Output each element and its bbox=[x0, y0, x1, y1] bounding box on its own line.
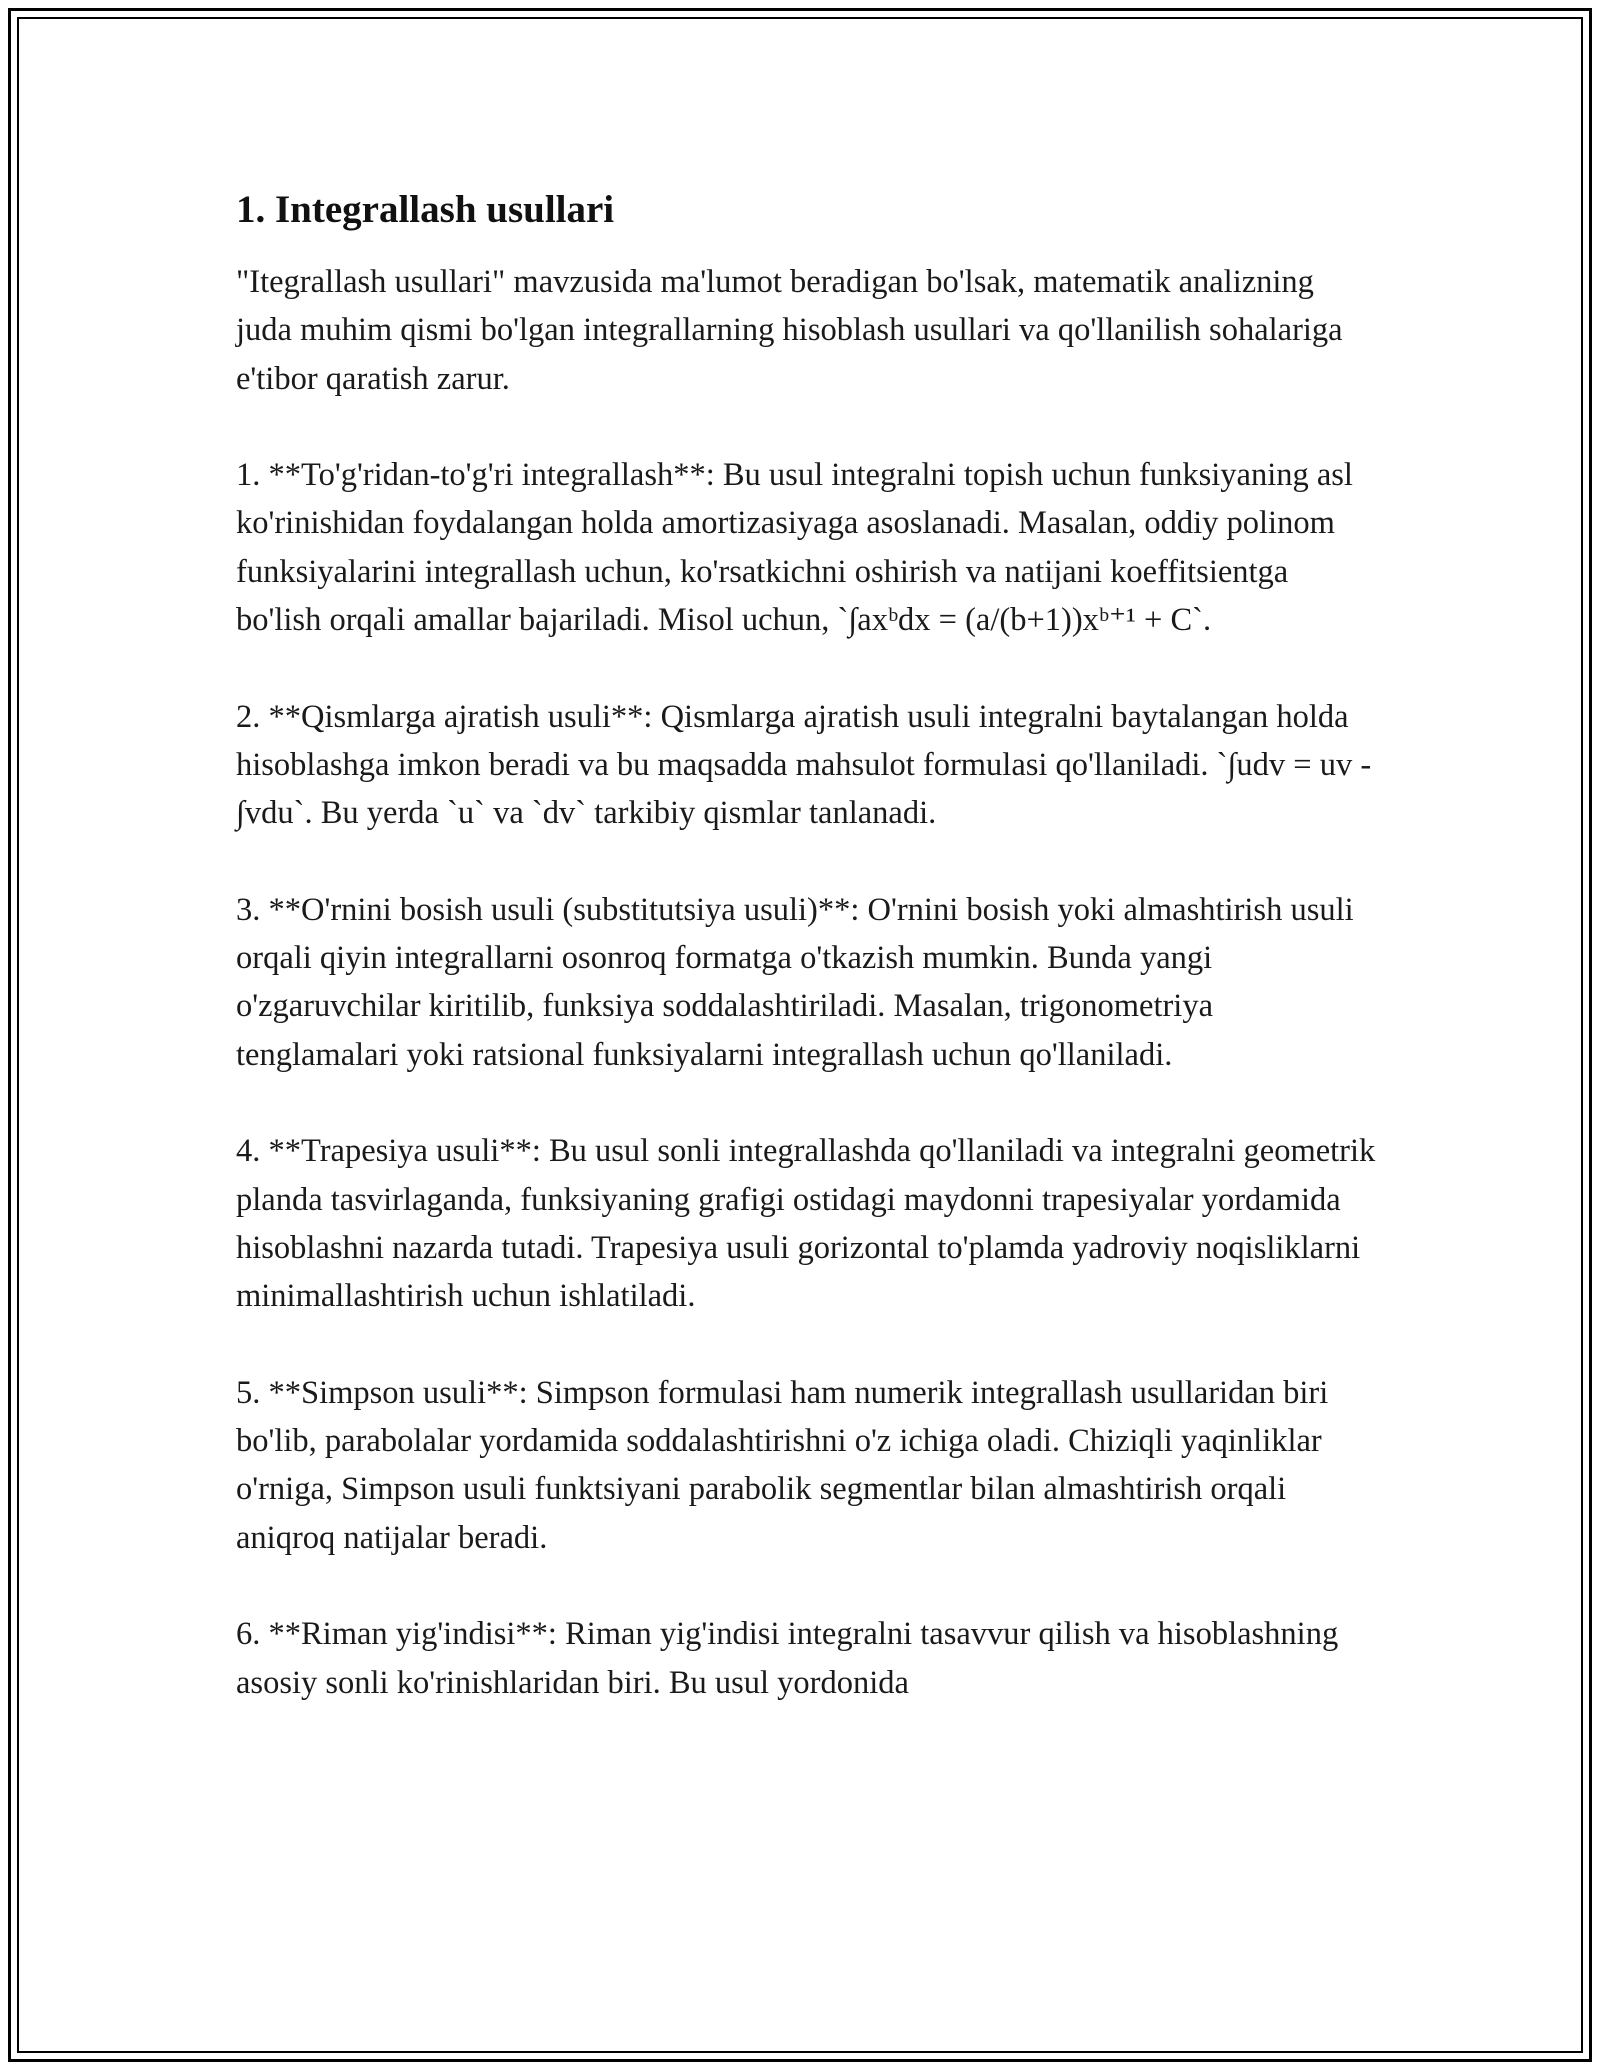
document-body bbox=[236, 184, 1376, 1755]
method-simpson: 5. **Simpson usuli**: Simpson formulasi ham numerik integrallash usullaridan biri bo'lib, parabolalar yordamida soddalashtirishni o'z ichiga oladi. Chiziqli yaqinliklar o'rniga, Simpson usuli funktsiyani parabolik segmentlar bilan almashtirish orqali aniqroq natijalar beradi. bbox=[236, 1374, 1329, 1556]
section-title: 1. Integrallash usullari bbox=[236, 188, 615, 231]
method-trapezoid: 4. **Trapesiya usuli**: Bu usul sonli integrallashda qo'llaniladi va integralni geometrik planda tasvirlaganda, funksiyaning grafigi ostidagi maydonni trapesiyalar yordamida hisoblashni nazarda tutadi. Trapesiya usuli gorizontal to'plamda yadroviy noqisliklarni minimallashtirish uchun ishlatiladi. bbox=[236, 1133, 1376, 1315]
method-integration-by-parts: 2. **Qismlarga ajratish usuli**: Qismlarga ajratish usuli integralni baytalangan holda hisoblashga imkon beradi va bu maqsadda mahsulot formulasi qo'llaniladi. `∫udv = uv - ∫vdu`. Bu yerda `u` va `dv` tarkibiy qismlar tanlanadi. bbox=[236, 698, 1372, 832]
method-direct-integration: 1. **To'g'ridan-to'g'ri integrallash**: Bu usul integralni topish uchun funksiyaning asl ko'rinishidan foydalangan holda amortizasiyaga asoslanadi. Masalan, oddiy polinom funksiyalarini integrallash uchun, ko'rsatkichni oshirish va natijani koeffitsientga bo'lish orqali amallar bajariladi. Misol uchun, `∫axᵇdx = (a/(b+1))xᵇ⁺¹ + C`. bbox=[236, 457, 1353, 639]
method-substitution: 3. **O'rnini bosish usuli (substitutsiya usuli)**: O'rnini bosish yoki almashtirish usuli orqali qiyin integrallarni osonroq formatga o'tkazish mumkin. Bunda yangi o'zgaruvchilar kiritilib, funksiya soddalashtiriladi. Masalan, trigonometriya tenglamalari yoki ratsional funksiyalarni integrallash uchun qo'llaniladi. bbox=[236, 891, 1354, 1073]
method-riemann-sum: 6. **Riman yig'indisi**: Riman yig'indisi integralni tasavvur qilish va hisoblashning asosiy sonli ko'rinishlaridan biri. Bu usul yordonida bbox=[236, 1616, 1339, 1701]
intro-paragraph: "Itegrallash usullari" mavzusida ma'lumot beradigan bo'lsak, matematik analizning juda muhim qismi bo'lgan integrallarning hisoblash usullari va qo'llanilish sohalariga e'tibor qaratish zarur. bbox=[236, 264, 1343, 397]
